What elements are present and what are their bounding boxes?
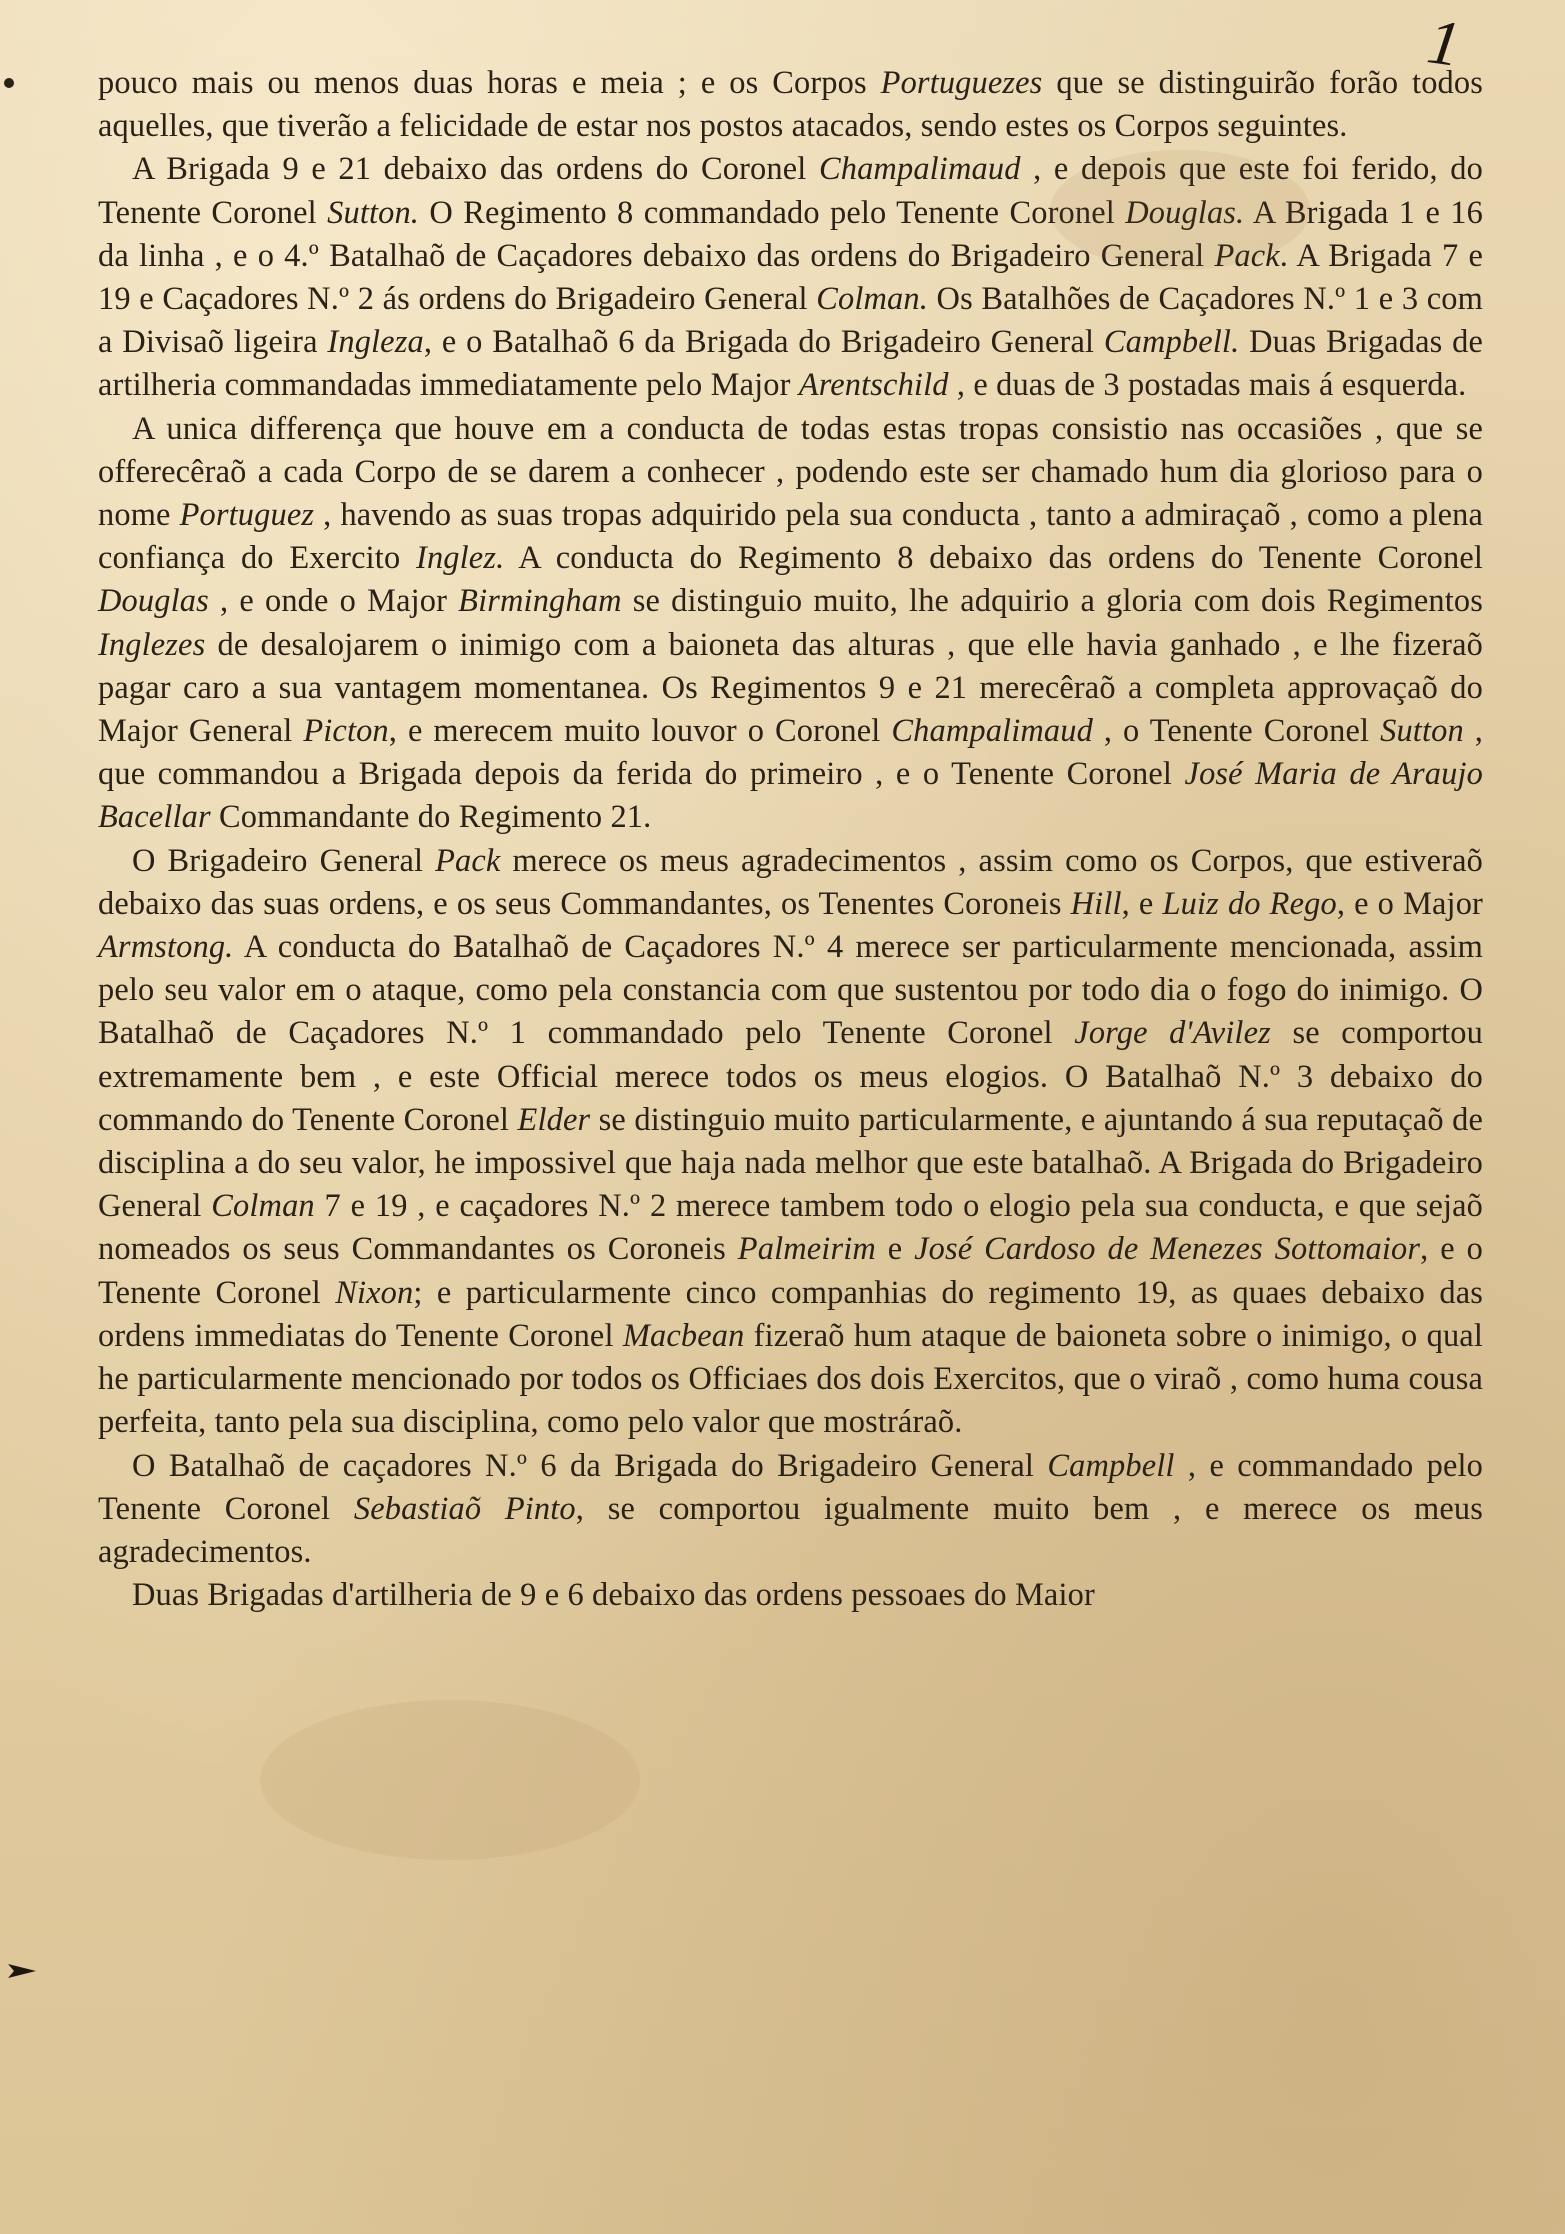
text-run: 7 e 19 , e caçadores N.º 2 merece tambem todo o elogio pela sua conducta, e que sejaõ nomeados os seus Commandantes os Coroneis: [98, 1188, 1483, 1268]
text-run: ; e particularmente cinco companhias do regimento 19, as quaes debaixo das ordens immediatas do Tenente Coronel: [98, 1274, 1483, 1354]
text-run: Duas Brigadas d'artilheria de 9 e 6 debaixo das ordens pessoaes do Maior: [132, 1577, 1095, 1614]
text-run: se distinguio muito particularmente, e ajuntando á sua reputaçaõ de disciplina a do seu valor, he impossivel que haja nada melhor que este batalhaõ. A Brigada do Brigadeiro General: [98, 1101, 1483, 1225]
paragraph: [98, 1574, 1483, 1617]
paper-stain: [260, 1700, 640, 1860]
italic-name: Douglas: [98, 583, 209, 620]
italic-name: José Maria de Araujo Bacellar: [98, 756, 1483, 836]
italic-name: Sutton.: [327, 194, 420, 231]
italic-name: Inglezes: [98, 626, 206, 663]
italic-name: Campbell.: [1103, 324, 1240, 361]
italic-name: Elder: [517, 1101, 591, 1138]
page-number: 1: [1423, 5, 1465, 80]
italic-name: Nixon: [335, 1274, 414, 1311]
text-run: O Brigadeiro General: [132, 842, 436, 879]
italic-name: Pack: [1214, 237, 1280, 274]
text-run: , havendo as suas tropas adquirido pela sua conducta , tanto a admiraçaõ , como a plena confiança do Exercito: [98, 497, 1483, 577]
text-run: , e commandado pelo Tenente Coronel: [98, 1447, 1483, 1527]
body-text: [98, 62, 1483, 1617]
text-run: , e o Major: [1336, 885, 1483, 922]
paragraph: [98, 408, 1483, 840]
text-run: se comportou extremamente bem , e este Official merece todos os meus elogios. O Batalhaõ N.º 3 debaixo do commando do Tenente Coronel: [98, 1015, 1483, 1138]
italic-name: Pack: [435, 842, 501, 879]
text-run: , e: [1121, 885, 1163, 922]
paragraph: [98, 148, 1483, 407]
text-run: fizeraõ hum ataque de baioneta sobre o inimigo, o qual he particularmente mencionado por todos os Officiaes dos dois Exercitos, que o viraõ , como huma cousa perfeita, tanto pela sua disciplina, como pelo valor que mostráraõ.: [98, 1317, 1483, 1441]
paragraph: [98, 1445, 1483, 1575]
italic-name: Campbell: [1047, 1447, 1175, 1484]
italic-name: Portuguez: [179, 497, 315, 534]
italic-name: Colman: [211, 1188, 315, 1225]
margin-pointer-icon: [6, 1960, 40, 1982]
text-run: , que commandou a Brigada depois da ferida do primeiro , e o Tenente Coronel: [98, 713, 1483, 793]
text-run: . A Brigada 7 e 19 e Caçadores N.º 2 ás ordens do Brigadeiro General: [98, 237, 1483, 318]
text-run: , e merecem muito louvor o Coronel: [388, 713, 892, 750]
text-run: A conducta do Batalhaõ de Caçadores N.º 4 merece ser particularmente mencionada, assim pelo seu valor em o ataque, como pela constancia com que sustentou por todo dia o fogo do inimigo. O Batalhaõ de Caçadores N.º 1 commandado pelo Tenente Coronel: [98, 929, 1483, 1052]
italic-name: Jorge d'Avilez: [1074, 1015, 1271, 1052]
margin-dot-mark: [4, 78, 14, 88]
italic-name: Hill: [1070, 885, 1122, 922]
italic-name: Birmingham: [458, 583, 622, 620]
text-run: merece os meus agradecimentos , assim como os Corpos, que estiveraõ debaixo das suas ordens, e os seus Commandantes, os Tenentes Coroneis: [98, 842, 1483, 922]
italic-name: Luiz do Rego: [1162, 885, 1337, 922]
text-run: , e o Batalhaõ 6 da Brigada do Brigadeiro General: [423, 324, 1104, 361]
italic-name: Douglas.: [1125, 194, 1245, 231]
text-run: Os Batalhões de Caçadores N.º 1 e 3 com a Divisaõ ligeira: [98, 281, 1483, 361]
text-run: , e onde o Major: [208, 583, 459, 620]
italic-name: Inglez.: [416, 540, 505, 577]
text-run: O Regimento 8 commandado pelo Tenente Coronel: [419, 194, 1126, 231]
text-run: , e duas de 3 postadas mais á esquerda.: [948, 367, 1467, 404]
text-run: O Batalhaõ de caçadores N.º 6 da Brigada do Brigadeiro General: [132, 1447, 1048, 1484]
italic-name: Armstong.: [98, 929, 234, 966]
text-run: A unica differença que houve em a conducta de todas estas tropas consistio nas occasiões , que se offerecêraõ a cada Corpo de se darem a conhecer , podendo este ser chamado hum dia glorioso para o nome: [98, 410, 1483, 534]
italic-name: Champalimaud: [818, 151, 1021, 188]
italic-name: Colman.: [816, 281, 928, 318]
italic-name: Sebastiaõ Pinto: [353, 1490, 576, 1527]
text-run: pouco mais ou menos duas horas e meia ; e os Corpos: [98, 65, 881, 101]
text-run: , e depois que este foi ferido, do Tenente Coronel: [98, 151, 1483, 231]
italic-name: Arentschild: [798, 367, 949, 404]
text-run: que se distinguirão forão todos aquelles, que tiverão a felicidade de estar nos postos atacados, sendo estes os Corpos seguintes.: [98, 65, 1484, 145]
text-run: A Brigada 1 e 16 da linha , e o 4.º Batalhaõ de Caçadores debaixo das ordens do Brigadeiro General: [98, 194, 1483, 274]
text-run: , e o Tenente Coronel: [98, 1231, 1483, 1311]
italic-name: José Cardoso de Menezes Sottomaior: [914, 1231, 1421, 1268]
italic-name: Picton: [303, 713, 389, 750]
text-run: A Brigada 9 e 21 debaixo das ordens do Coronel: [132, 151, 819, 188]
italic-name: Palmeirim: [737, 1231, 876, 1268]
text-run: A conducta do Regimento 8 debaixo das ordens do Tenente Coronel: [504, 540, 1483, 577]
paragraph: [98, 62, 1483, 148]
text-run: de desalojarem o inimigo com a baioneta das alturas , que elle havia ganhado , e lhe fizeraõ pagar caro a sua vantagem momentanea. Os Regimentos 9 e 21 merecêraõ a completa approvaçaõ do Major General: [98, 626, 1483, 750]
italic-name: Champalimaud: [891, 713, 1093, 750]
italic-name: Sutton: [1380, 713, 1464, 750]
italic-name: Portuguezes: [880, 65, 1043, 101]
text-run: Duas Brigadas de artilheria commandadas immediatamente pelo Major: [98, 324, 1483, 404]
paragraph: [98, 840, 1483, 1445]
text-run: , o Tenente Coronel: [1092, 713, 1381, 750]
italic-name: Macbean: [622, 1317, 745, 1354]
italic-name: Ingleza: [327, 324, 424, 361]
text-run: e: [875, 1231, 915, 1268]
text-run: Commandante do Regimento 21.: [210, 799, 652, 836]
text-run: , se comportou igualmente muito bem , e merece os meus agradecimentos.: [98, 1490, 1483, 1570]
text-run: se distinguio muito, lhe adquirio a gloria com dois Regimentos: [621, 583, 1483, 620]
